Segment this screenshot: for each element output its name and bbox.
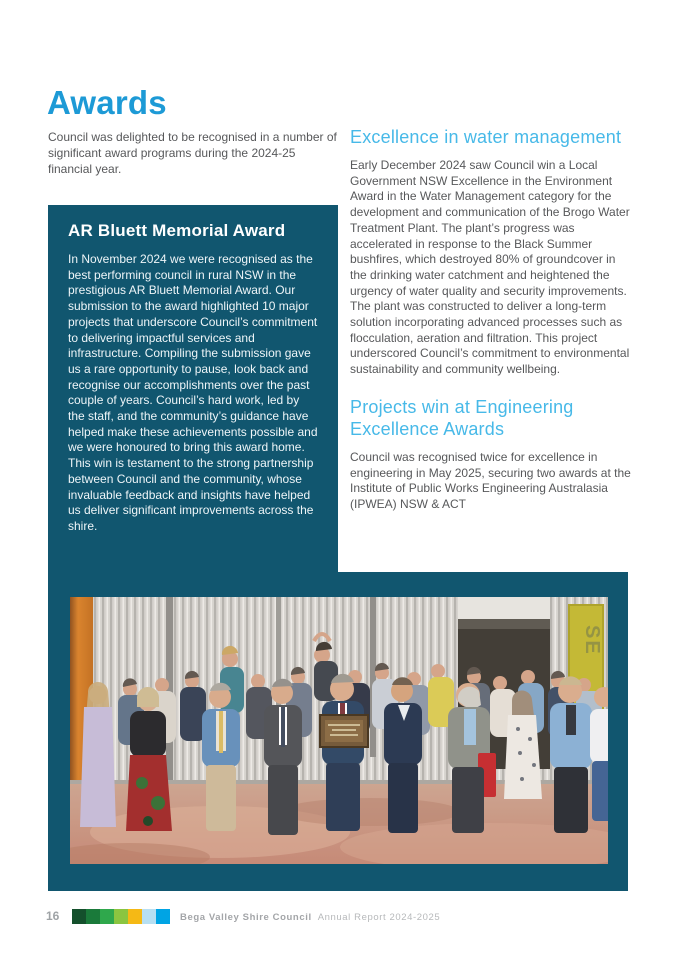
ar-bluett-award-callout (48, 205, 338, 572)
photo-panel (48, 572, 628, 891)
footer-report-title: Annual Report 2024-2025 (317, 912, 441, 923)
section-body-water-management: Early December 2024 saw Council win a Local Government NSW Excellence in the Environment Award in the Water Management category for the development and communication of the Brogo Water Treatment Plant. The plant’s progress was accelerated in response to the Black Summer bushfires, which destroyed 80% of groundcover in the drinking water catchment and heightened the urgency of water quality and security improvements. The plant was constructed to deliver a long-term solution incorporating advanced processes such as flocculation, aeration and filtration. This project underscored Council’s commitment to environmental sustainability and community wellbeing. (350, 158, 630, 377)
svg-text:SE: SE (581, 625, 603, 656)
awards-group-photo (70, 597, 608, 864)
color-square-4 (114, 909, 128, 924)
color-square-3 (100, 909, 114, 924)
color-square-6 (142, 909, 156, 924)
section-heading-water-management: Excellence in water management (350, 127, 622, 147)
page-title: Awards (47, 84, 167, 121)
right-column (350, 126, 632, 513)
color-square-7 (156, 909, 170, 924)
section-body-engineering-awards: Council was recognised twice for excellence in engineering in May 2025, securing two awards at the Institute of Public Works Engineering Australasia (IPWEA) NSW & ACT (350, 449, 631, 511)
intro-paragraph: Council was delighted to be recognised in a number of significant award programs during the 2024-25 financial year. (48, 130, 337, 176)
color-square-1 (72, 909, 86, 924)
color-square-5 (128, 909, 142, 924)
page-footer (0, 905, 675, 935)
award-box-title: AR Bluett Memorial Award (68, 221, 286, 240)
footer-text (180, 912, 440, 923)
footer-brand: Bega Valley Shire Council (180, 912, 312, 923)
award-box-body: In November 2024 we were recognised as the best performing council in rural NSW in the prestigious AR Bluett Memorial Award. Our submission to the award highlighted 10 major projects that underscore Council’s commitment to delivering impactful services and infrastructure. Compiling the submission gave us a rare opportunity to pause, look back and recognise our accomplishments over the past couple of years. Council’s hard work, led by the staff, and the community’s guidance have helped make these achievements possible and we were honoured to bring this award home. This win is testament to the strong partnership between Council and the community, whose invaluable feedback and insights have helped us deliver significant improvements across the shire. (68, 252, 318, 533)
color-square-2 (86, 909, 100, 924)
page-number: 16 (46, 909, 60, 923)
brand-color-strip (72, 909, 170, 924)
section-heading-engineering-awards: Projects win at Engineering Excellence Awards (350, 396, 574, 439)
